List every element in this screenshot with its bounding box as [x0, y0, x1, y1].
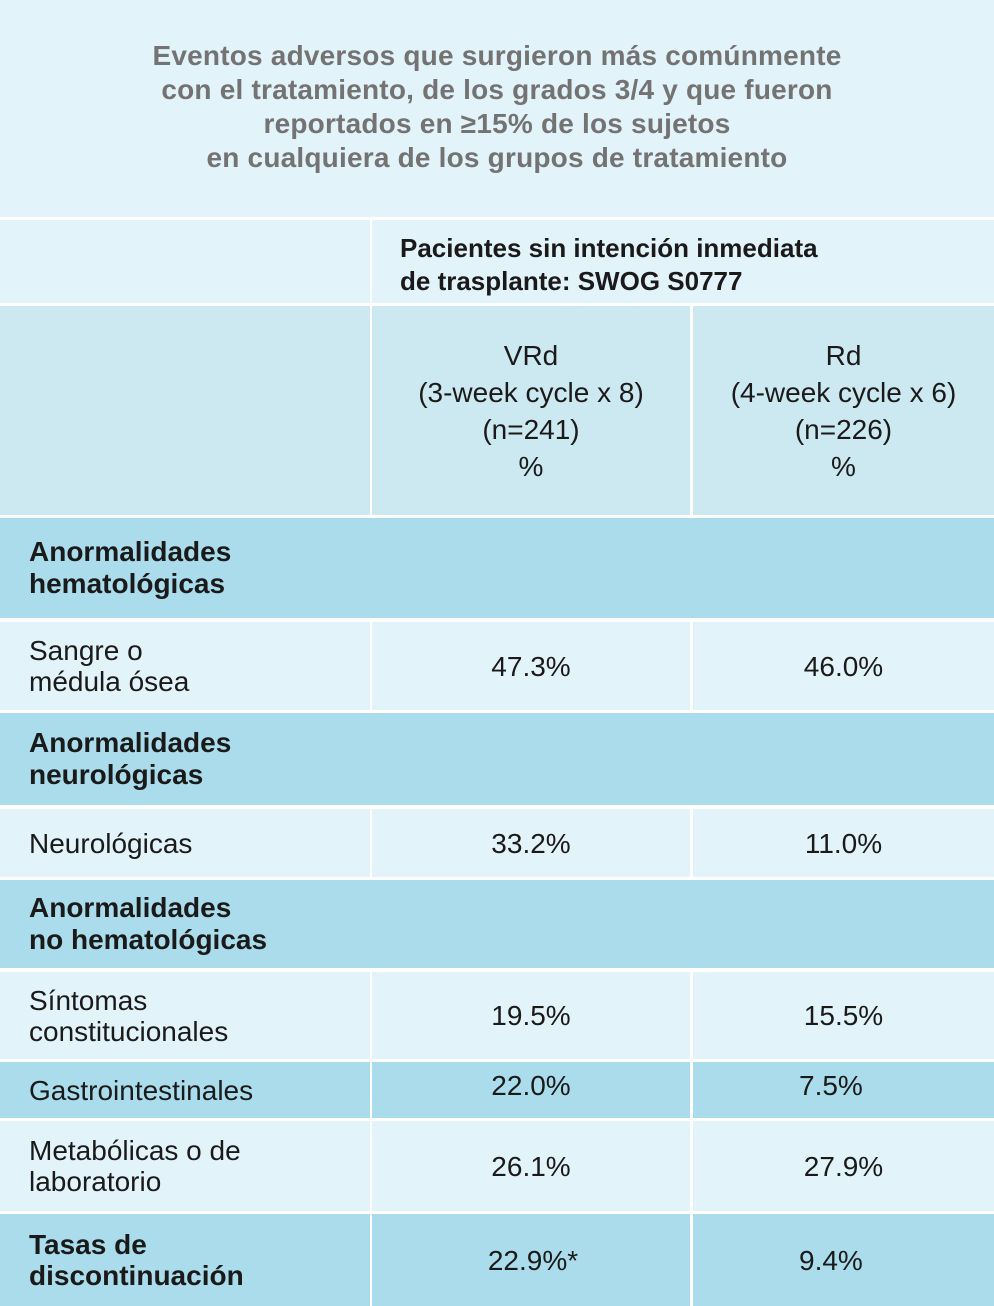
value-vrd-metabolic: 26.1%: [372, 1121, 690, 1211]
row-label-constitutional: Síntomas constitucionales: [0, 972, 370, 1059]
table-row-constitutional: [0, 972, 994, 1059]
group-header-label: Pacientes sin intención inmediata de trasplante: SWOG S0777: [372, 220, 994, 303]
section-row-neurologic: [0, 713, 994, 805]
section-label-non-hematologic: Anormalidades no hematológicas: [0, 880, 994, 968]
column-header-rd: Rd (4-week cycle x 6) (n=226) %: [693, 306, 994, 515]
group-header-empty-cell: [0, 220, 370, 303]
group-header-row: [0, 220, 994, 303]
column-header-row: [0, 306, 994, 515]
table-row-blood: [0, 622, 994, 710]
value-vrd-discontinuation: 22.9%*: [372, 1214, 690, 1306]
table-title: Eventos adversos que surgieron más comúnmente con el tratamiento, de los grados 3/4 y que fueron reportados en ≥15% de los sujetos en cualquiera de los grupos de tratamiento: [152, 39, 842, 173]
value-vrd-constitutional: 19.5%: [372, 972, 690, 1059]
value-vrd-blood: 47.3%: [372, 622, 690, 710]
value-vrd-gastro: 22.0%: [372, 1062, 690, 1118]
row-label-discontinuation: Tasas de discontinuación: [0, 1214, 370, 1306]
value-rd-constitutional: 15.5%: [693, 972, 994, 1059]
table-title-cell: [0, 0, 994, 217]
value-rd-gastro: 7.5%: [693, 1062, 994, 1118]
section-row-hematologic: [0, 518, 994, 618]
section-label-neurologic: Anormalidades neurológicas: [0, 713, 994, 805]
value-vrd-neuro: 33.2%: [372, 809, 690, 877]
column-header-vrd: VRd (3-week cycle x 8) (n=241) %: [372, 306, 690, 515]
column-header-empty-cell: [0, 306, 370, 515]
row-label-metabolic: Metabólicas o de laboratorio: [0, 1121, 370, 1211]
table-title-row: [0, 0, 994, 217]
value-rd-discontinuation: 9.4%: [693, 1214, 994, 1306]
table-row-metabolic: [0, 1121, 994, 1211]
row-label-neuro: Neurológicas: [0, 809, 370, 877]
value-rd-metabolic: 27.9%: [693, 1121, 994, 1211]
section-row-non-hematologic: [0, 880, 994, 968]
row-label-gastro: Gastrointestinales: [0, 1062, 370, 1118]
value-rd-neuro: 11.0%: [693, 809, 994, 877]
table-row-gastro: [0, 1062, 994, 1118]
row-label-blood: Sangre o médula ósea: [0, 622, 370, 710]
value-rd-blood: 46.0%: [693, 622, 994, 710]
table-row-discontinuation: [0, 1214, 994, 1306]
table-row-neuro: [0, 809, 994, 877]
section-label-hematologic: Anormalidades hematológicas: [0, 518, 994, 618]
